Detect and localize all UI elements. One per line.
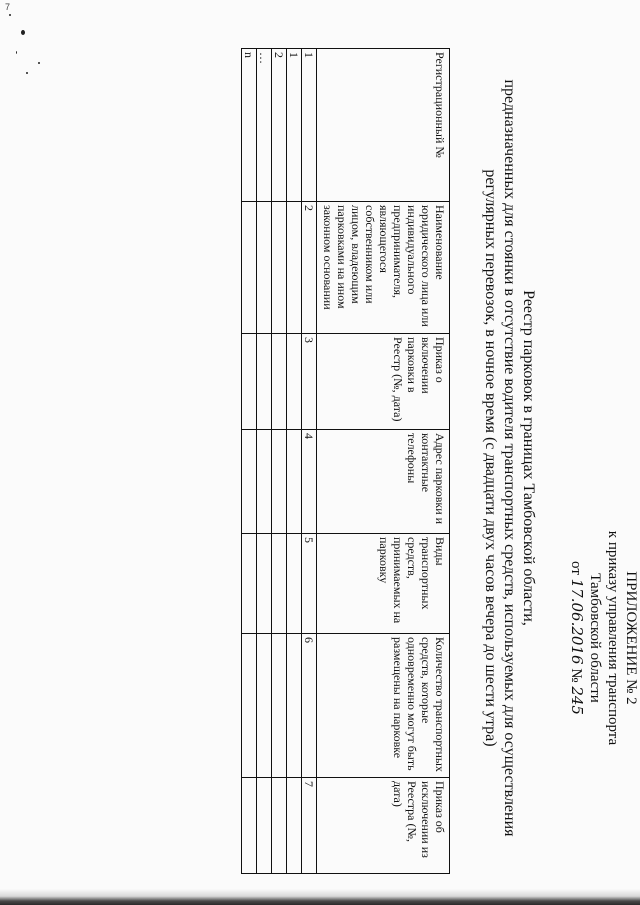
rotated-document	[20, 18, 640, 898]
row-label: n	[242, 49, 257, 202]
appendix-block	[567, 488, 640, 788]
header-vehicle-capacity: Количество транспортных средств, которые одновременно могут быть размещены на парковке	[317, 634, 450, 778]
table-row	[272, 49, 287, 874]
table-row	[287, 49, 302, 874]
table-row	[242, 49, 257, 874]
title-line-1: Реестр парковок в границах Тамбовской области,	[520, 290, 537, 626]
column-number: 1	[302, 49, 317, 202]
column-number: 2	[302, 202, 317, 334]
scan-bottom-edge	[0, 889, 640, 905]
row-label: 2	[272, 49, 287, 202]
handwritten-date: 17.06.2016	[568, 578, 586, 665]
corner-mark: 7	[5, 2, 11, 12]
appendix-order-line: к приказу управления транспорта	[605, 530, 621, 746]
document-title	[481, 18, 538, 898]
appendix-region-line: Тамбовской области	[587, 573, 603, 703]
title-line-3: регулярных перевозок, в ночное время (с двадцати двух часов вечера до шести утра)	[482, 169, 499, 747]
header-inclusion-order: Приказ о включении парковки в Реестр (№, дата)	[317, 334, 450, 430]
date-prefix: от	[568, 561, 584, 579]
row-label: 1	[287, 49, 302, 202]
scan-speck	[9, 14, 11, 16]
column-number: 6	[302, 634, 317, 778]
title-line-2: предназначенных для стоянки в отсутствие водителя транспортных средств, используемых для осуществления	[501, 79, 518, 837]
number-prefix: №	[568, 664, 584, 687]
column-number: 3	[302, 334, 317, 430]
appendix-date-line	[567, 488, 586, 788]
header-exclusion-order: Приказ об исключении из Реестра (№, дата)	[317, 778, 450, 874]
header-owner-name: Наименование юридического лица или индивидуального предпринимателя, являющегося собственником или лицом, владеющим парковками на ином законном основании	[317, 202, 450, 334]
column-number: 4	[302, 430, 317, 534]
header-vehicle-types: Виды транспортных средств, принимаемых на парковку	[317, 534, 450, 634]
table-header-row	[317, 49, 450, 874]
scan-speck	[16, 51, 17, 54]
column-number: 5	[302, 534, 317, 634]
handwritten-number: 245	[568, 686, 586, 715]
appendix-title: ПРИЛОЖЕНИЕ № 2	[623, 571, 639, 705]
header-registration-number: Регистрационный №	[317, 49, 450, 202]
row-label: …	[257, 49, 272, 202]
table-row	[257, 49, 272, 874]
column-number-row	[302, 49, 317, 874]
header-address-phones: Адрес парковки и контактные телефоны	[317, 430, 450, 534]
registry-table	[241, 48, 450, 874]
column-number: 7	[302, 778, 317, 874]
